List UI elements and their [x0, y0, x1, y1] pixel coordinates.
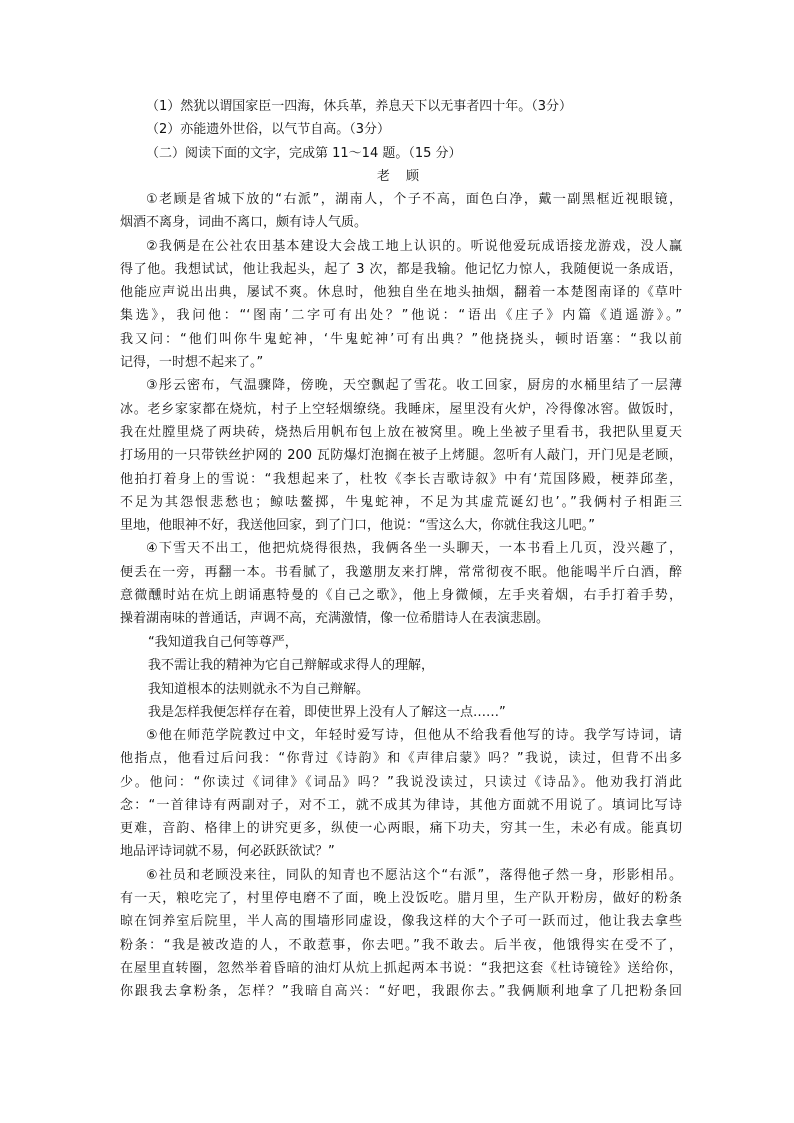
text-line: 你跟我去拿粉条，怎样？”我暗自高兴：“好吧，我跟你去。”我俩顺利地拿了几把粉条回	[120, 984, 682, 1000]
text-line: 念：“一首律诗有两副对子，对不工，就不成其为律诗，其他方面就不用说了。填词比写诗	[120, 797, 682, 813]
text-line: 地品评诗词就不易，何必跃跃欲试？”	[120, 844, 335, 860]
text-line: ①老顾是省城下放的“右派”，湖南人，个子不高，面色白净，戴一副黑框近视眼镜，	[146, 192, 682, 207]
question-2: （2）亦能遗外世俗，以气节自高。（3分）	[146, 122, 391, 138]
text-line: 烟酒不离身，词曲不离口，颇有诗人气质。	[120, 215, 368, 231]
text-line: 他拍打着身上的雪说：“我想起来了，杜牧《李长吉歌诗叙》中有‘荒国陊殿，梗莽邱垄，	[120, 471, 682, 487]
article-title: 老 顾	[376, 168, 426, 184]
poem-line: 我是怎样我便怎样存在着，即使世界上没有人了解这一点……”	[148, 704, 506, 720]
text-line: 我又问：“他们叫你牛鬼蛇神，‘牛鬼蛇神’可有出典？”他挠挠头，顿时语塞：“我以前	[120, 331, 682, 347]
question-block	[120, 95, 682, 188]
article-body-part-2	[120, 724, 682, 1004]
text-line: 晾在饲养室后院里，半人高的围墙形同虚设，像我这样的大个子可一跃而过，他让我去拿些	[120, 914, 682, 930]
text-line: ③彤云密布，气温骤降，傍晚，天空飘起了雪花。收工回家，厨房的水桶里结了一层薄	[146, 378, 682, 394]
poem-line: 我知道根本的法则就永不为自己辩解。	[148, 681, 370, 697]
text-line: 他指点，他看过后问我：“你背过《诗韵》和《声律启蒙》吗？”我说，读过，但背不出多	[120, 751, 682, 767]
text-line: 我在灶膛里烧了两块砖，烧热后用帆布包上放在被窝里。晚上坐被子里看书，我把队里夏天	[120, 424, 682, 440]
poem-block	[120, 631, 682, 724]
text-line: 记得，一时想不起来了。”	[120, 355, 264, 371]
text-line: ④下雪天不出工，他把炕烧得很热，我俩各坐一头聊天，一本书看上几页，没兴趣了，	[146, 541, 682, 557]
text-line: 便丢在一旁，再翻一本。书看腻了，我邀朋友来打牌，常常彻夜不眠。他能喝半斤白酒，醉	[120, 564, 682, 580]
section-header: （二）阅读下面的文字，完成第 11～14 题。（15 分）	[146, 145, 462, 161]
text-line: ②我俩是在公社农田基本建设大会战工地上认识的。听说他爱玩成语接龙游戏，没人赢	[146, 238, 682, 254]
text-line: 意微醺时站在炕上朗诵惠特曼的《自己之歌》，他上身微倾，左手夹着烟，右手打着手势，	[120, 588, 682, 604]
text-line: 在屋里直转圈，忽然举着昏暗的油灯从炕上抓起两本书说：“我把这套《杜诗镜铨》送给你，	[120, 960, 682, 976]
text-line: ⑤他在师范学院教过中文，年轻时爱写诗，但他从不给我看他写的诗。我学写诗词，请	[146, 728, 682, 743]
text-line: 集选》，我问他：“‘图南’二字可有出处？”他说：“语出《庄子》内篇《逍遥游》。”	[120, 308, 682, 324]
text-line: 他能应声说出出典，屡试不爽。休息时，他独自坐在地头抽烟，翻着一本楚图南译的《草叶	[120, 285, 682, 301]
text-line: 不足为其怨恨悲愁也；鲸呿鳌掷，牛鬼蛇神，不足为其虚荒诞幻也’。”我俩村子相距三	[120, 494, 682, 510]
text-line: 打场用的一只带铁丝护网的 200 瓦防爆灯泡搁在被子上烤腿。忽听有人敲门，开门见是老顾，	[120, 448, 682, 464]
text-line: 里地，他眼神不好，我送他回家，到了门口，他说：“雪这么大，你就住我这儿吧。”	[120, 518, 595, 534]
text-line: 操着湖南味的普通话，声调不高，充满激情，像一位希腊诗人在表演悲剧。	[120, 611, 550, 627]
text-line: 少。他问：“你读过《词律》《词品》吗？”我说没读过，只读过《诗品》。他劝我打消此	[120, 774, 682, 790]
poem-line: 我不需让我的精神为它自己辩解或求得人的理解，	[148, 658, 435, 674]
text-line: 有一天，粮吃完了，村里停电磨不了面，晚上没饭吃。腊月里，生产队开粉房，做好的粉条	[120, 891, 682, 907]
article-body-part-1	[120, 188, 682, 631]
text-line: ⑥社员和老顾没来往，同队的知青也不愿沾这个“右派”，落得他孑然一身，形影相吊。	[146, 867, 682, 883]
text-line: 得了他。我想试试，他让我起头，起了 3 次，都是我输。他记忆力惊人，我随便说一条成语，	[120, 261, 682, 277]
text-line: 更难，音韵、格律上的讲究更多，纵使一心两眼，痛下功夫，穷其一生，未必有成。能真切	[120, 821, 682, 837]
text-line: 粉条：“我是被改造的人，不敢惹事，你去吧。”我不敢去。后半夜，他饿得实在受不了，	[120, 937, 682, 953]
poem-line: “我知道我自己何等尊严，	[148, 635, 298, 650]
question-1: （1）然犹以谓国家臣一四海，休兵革，养息天下以无事者四十年。（3分）	[146, 99, 573, 114]
text-line: 冰。老乡家家都在烧炕，村子上空轻烟缭绕。我睡床，屋里没有火炉，冷得像冰窖。做饭时，	[120, 401, 682, 417]
